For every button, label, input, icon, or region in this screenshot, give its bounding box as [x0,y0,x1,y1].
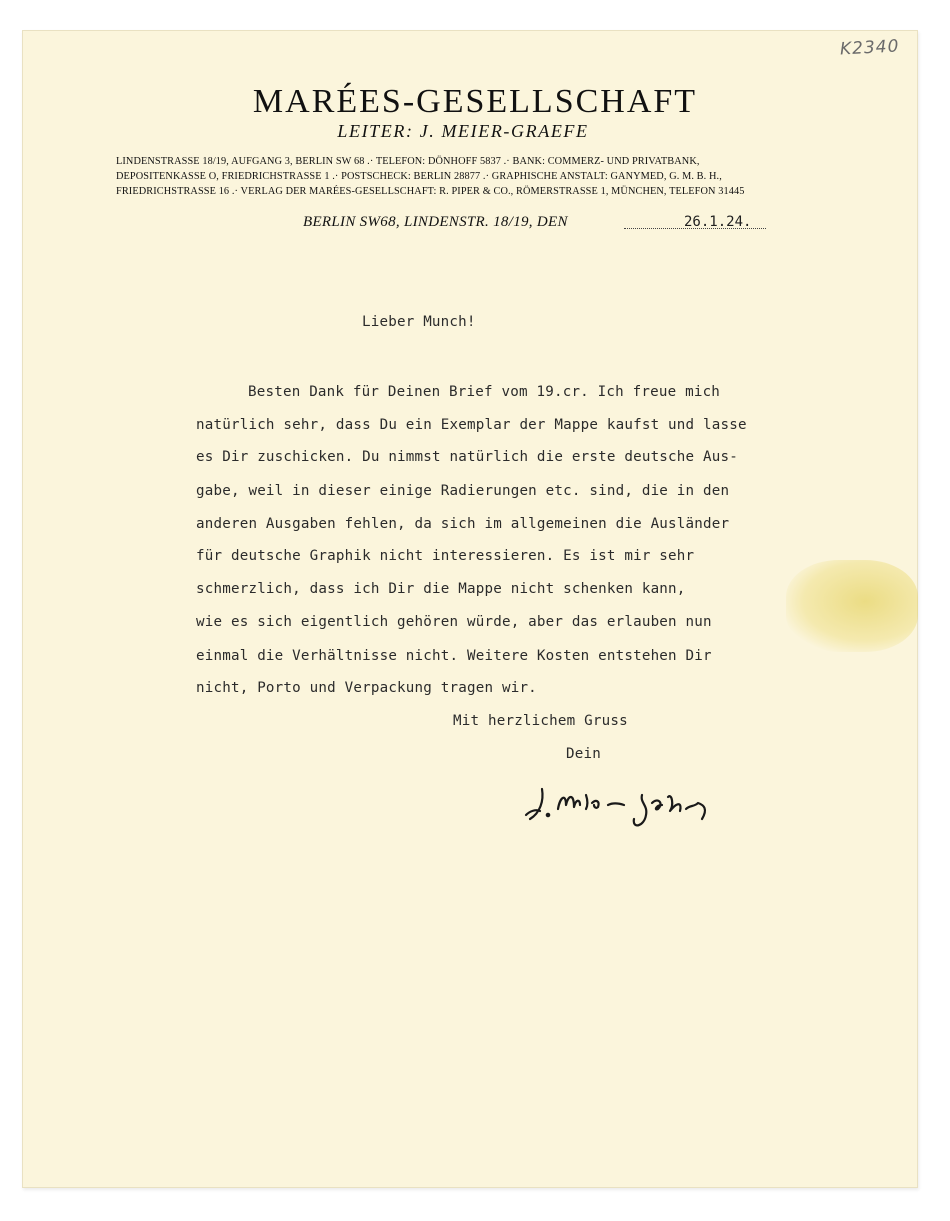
letterhead-name: MARÉES-GESELLSCHAFT [252,83,698,120]
body-line: für deutsche Graphik nicht interessieren. Es ist mir sehr [196,548,695,564]
salutation: Lieber Munch! [362,314,476,330]
body-line: anderen Ausgaben fehlen, da sich im allgemeinen die Ausländer [196,516,730,532]
letterhead-address-line: FRIEDRICHSTRASSE 16 .· VERLAG DER MARÉES-GESELLSCHAFT: R. PIPER & CO., RÖMERSTRASSE 1, MÜNCHEN, TELEFON 31445 [116,186,745,197]
letter-date: 26.1.24. [684,214,752,230]
letter-sheet [22,30,918,1188]
closing-dein: Dein [566,746,601,762]
body-line: nicht, Porto und Verpackung tragen wir. [196,680,537,696]
body-line: natürlich sehr, dass Du ein Exemplar der Mappe kaufst und lasse [196,417,747,433]
body-line: einmal die Verhältnisse nicht. Weitere Kosten entstehen Dir [196,648,712,664]
body-line: es Dir zuschicken. Du nimmst natürlich die erste deutsche Aus- [196,449,738,465]
body-line: Besten Dank für Deinen Brief vom 19.cr. Ich freue mich [248,384,721,400]
letterhead-address-line: LINDENSTRASSE 18/19, AUFGANG 3, BERLIN SW 68 .· TELEFON: DÖNHOFF 5837 .· BANK: COMMERZ- UND PRIVATBANK, [116,156,700,167]
paper-stain [786,560,918,652]
handwritten-signature [522,775,732,835]
body-line: wie es sich eigentlich gehören würde, aber das erlauben nun [196,614,712,630]
body-line: schmerzlich, dass ich Dir die Mappe nicht schenken kann, [196,581,686,597]
letterhead-leiter: LEITER: J. MEIER-GRAEFE [337,121,589,141]
body-line: gabe, weil in dieser einige Radierungen etc. sind, die in den [196,483,730,499]
closing-greeting: Mit herzlichem Gruss [453,713,628,729]
place-line: BERLIN SW68, LINDENSTR. 18/19, DEN [303,214,568,230]
archive-number: K2340 [839,36,900,60]
letterhead-address-line: DEPOSITENKASSE O, FRIEDRICHSTRASSE 1 .· POSTSCHECK: BERLIN 28877 .· GRAPHISCHE ANSTALT: GANYMED, G. M. B. H., [116,171,722,182]
